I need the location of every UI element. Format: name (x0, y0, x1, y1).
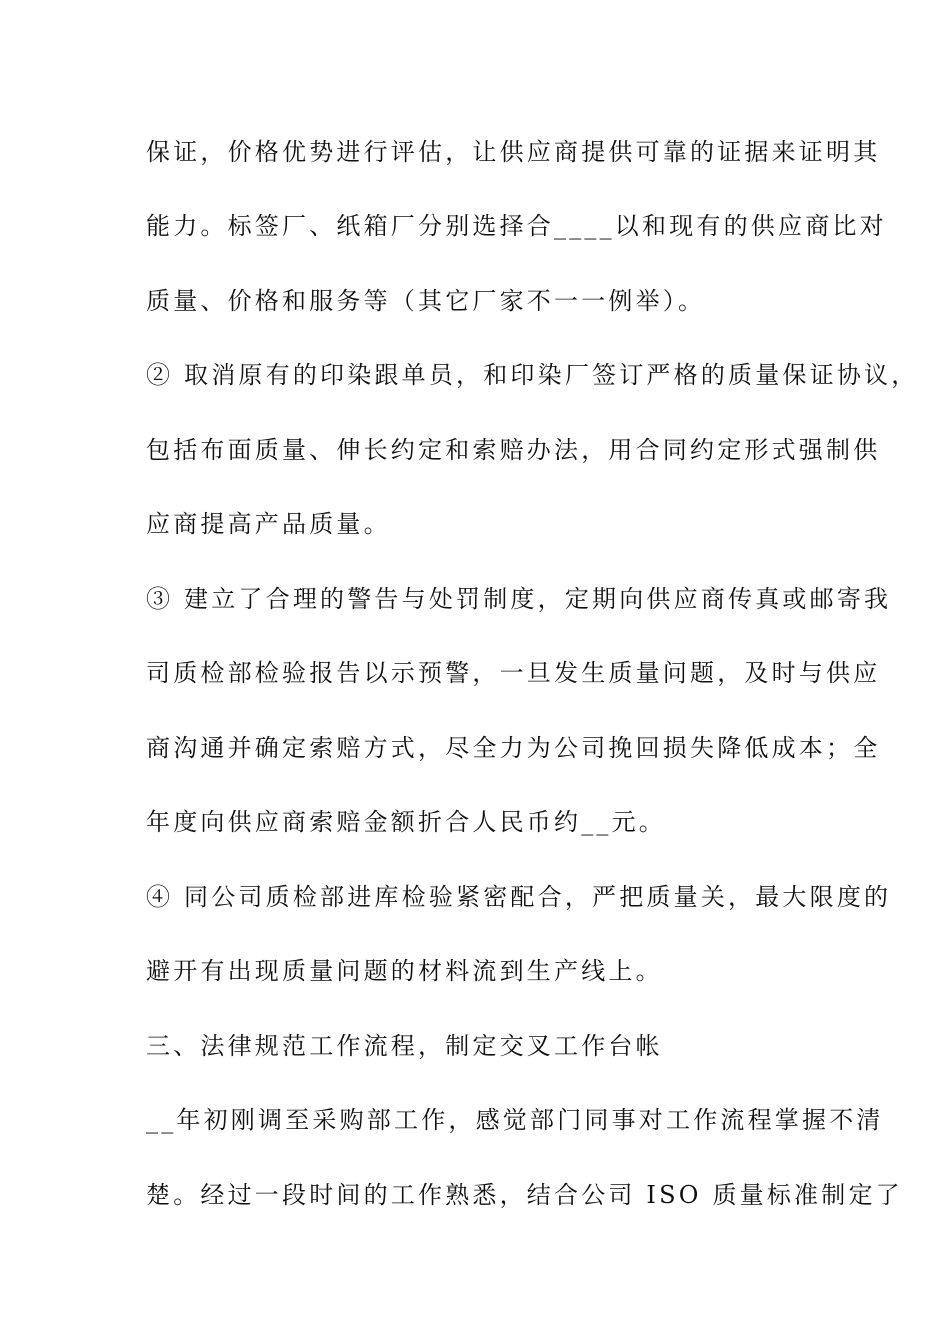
paragraph-line: 能力。标签厂、纸箱厂分别选择合____以和现有的供应商比对 (146, 212, 887, 240)
paragraph-line: 楚。经过一段时间的工作熟悉，结合公司 ISO 质量标准制定了 (146, 1181, 903, 1209)
list-item-4: ④ 同公司质检部进库检验紧密配合，严把质量关，最大限度的 (146, 883, 892, 911)
list-item-2: ② 取消原有的印染跟单员，和印染厂签订严格的质量保证协议， (146, 361, 919, 389)
paragraph-line: 保证，价格优势进行评估，让供应商提供可靠的证据来证明其 (146, 138, 881, 166)
paragraph-line: 避开有出现质量问题的材料流到生产线上。 (146, 957, 663, 985)
list-item-3: ③ 建立了合理的警告与处罚制度，定期向供应商传真或邮寄我 (146, 585, 892, 613)
paragraph-line: 商沟通并确定索赔方式，尽全力为公司挽回损失降低成本；全 (146, 734, 881, 762)
paragraph-line: 年度向供应商索赔金额折合人民币约__元。 (146, 808, 666, 836)
section-heading: 三、法律规范工作流程，制定交叉工作台帐 (146, 1032, 663, 1060)
paragraph-line: 包括布面质量、伸长约定和索赔办法，用合同约定形式强制供 (146, 436, 881, 464)
paragraph-line: 应商提高产品质量。 (146, 510, 391, 538)
paragraph-line: 质量、价格和服务等（其它厂家不一一例举）。 (146, 287, 706, 315)
paragraph-line: __年初刚调至采购部工作，感觉部门同事对工作流程掌握不清 (146, 1106, 884, 1134)
paragraph-line: 司质检部检验报告以示预警，一旦发生质量问题，及时与供应 (146, 659, 881, 687)
